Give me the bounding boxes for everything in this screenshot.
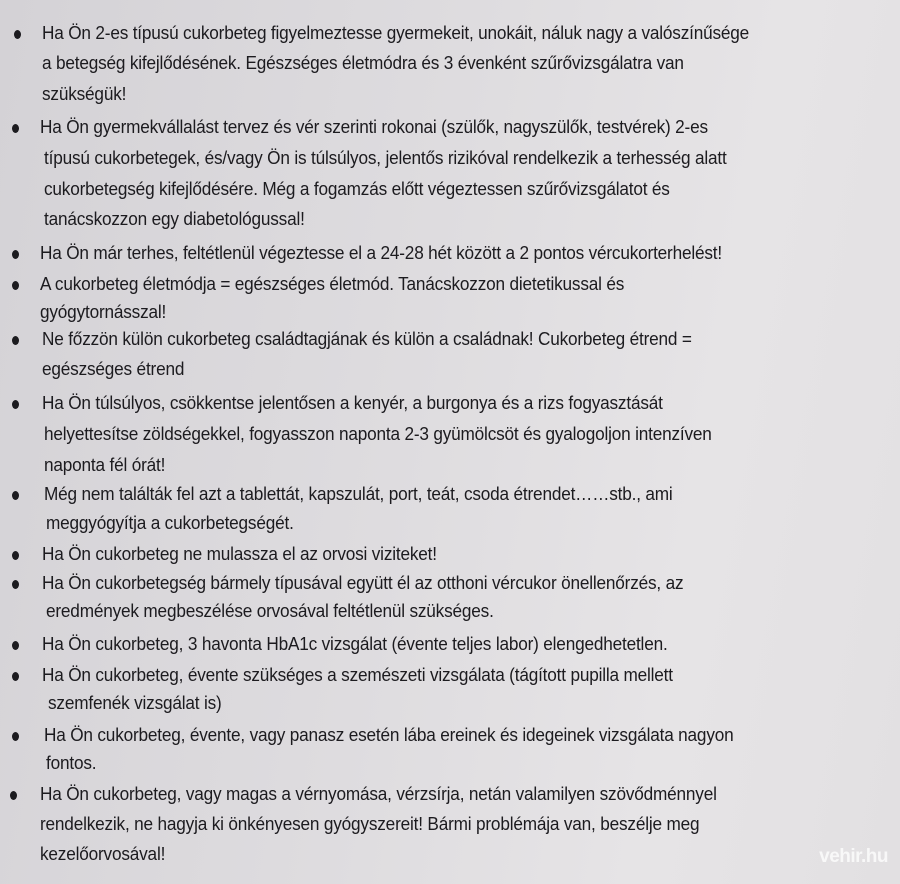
bullet-icon <box>12 641 19 650</box>
list-item-text-line: Ha Ön cukorbeteg, 3 havonta HbA1c vizsgálat (évente teljes labor) elengedhetetlen. <box>42 633 668 654</box>
list-item-text-line: Ha Ön cukorbeteg ne mulassza el az orvosi viziteket! <box>42 543 437 564</box>
list-item-text-line: cukorbetegség kifejlődésére. Még a fogamzás előtt végeztessen szűrővizsgálatot és <box>44 178 670 199</box>
list-item-text-line: fontos. <box>46 752 97 773</box>
list-item-text-line: egészséges étrend <box>42 358 185 379</box>
bullet-icon <box>14 30 21 39</box>
list-item-text-line: a betegség kifejlődésének. Egészséges életmódra és 3 évenként szűrővizsgálatra van <box>42 52 684 73</box>
list-item-text-line: helyettesítse zöldségekkel, fogyasszon naponta 2-3 gyümölcsöt és gyalogoljon intenzíven <box>44 423 712 444</box>
list-item-text-line: eredmények megbeszélése orvosával feltétlenül szükséges. <box>46 600 494 621</box>
list-item-text-line: szükségük! <box>42 83 127 104</box>
bullet-icon <box>10 791 17 800</box>
bullet-icon <box>12 250 19 259</box>
list-item-text-line: gyógytornásszal! <box>40 301 167 322</box>
list-item-text-line: Ha Ön túlsúlyos, csökkentse jelentősen a kenyér, a burgonya és a rizs fogyasztását <box>42 392 663 413</box>
bullet-icon <box>12 400 19 409</box>
list-item-text-line: Még nem találták fel azt a tablettát, kapszulát, port, teát, csoda étrendet……stb., ami <box>44 483 673 504</box>
list-item-text-line: Ha Ön cukorbetegség bármely típusával együtt él az otthoni vércukor önellenőrzés, az <box>42 572 684 593</box>
list-item-text-line: A cukorbeteg életmódja = egészséges életmód. Tanácskozzon dietetikussal és <box>40 273 625 294</box>
list-item-text-line: típusú cukorbetegek, és/vagy Ön is túlsúlyos, jelentős rizikóval rendelkezik a terhesség alatt <box>44 147 727 168</box>
bullet-icon <box>12 336 19 345</box>
list-item-text-line: Ha Ön cukorbeteg, évente szükséges a szemészeti vizsgálata (tágított pupilla mellett <box>42 664 673 685</box>
list-item-text-line: naponta fél órát! <box>44 454 166 475</box>
list-item-text-line: Ha Ön 2-es típusú cukorbeteg figyelmeztesse gyermekeit, unokáit, náluk nagy a valószínűsége <box>42 22 750 43</box>
list-item-text-line: Ha Ön gyermekvállalást tervez és vér szerinti rokonai (szülők, nagyszülők, testvérek) 2-es <box>40 116 708 137</box>
list-item-text-line: tanácskozzon egy diabetológussal! <box>44 208 305 229</box>
list-item-text-line: rendelkezik, ne hagyja ki önkényesen gyógyszereit! Bármi problémája van, beszélje meg <box>40 813 700 834</box>
list-item-text-line: meggyógyítja a cukorbetegségét. <box>46 512 294 533</box>
list-item-text-line: Ha Ön már terhes, feltétlenül végeztesse el a 24-28 hét között a 2 pontos vércukorterhelést! <box>40 242 722 263</box>
bullet-icon <box>12 491 19 500</box>
bullet-icon <box>12 732 19 741</box>
bullet-icon <box>12 580 19 589</box>
bullet-icon <box>12 551 19 560</box>
list-item-text-line: szemfenék vizsgálat is) <box>48 692 222 713</box>
bullet-icon <box>12 281 19 290</box>
list-item-text-line: Ne főzzön külön cukorbeteg családtagjának és külön a családnak! Cukorbeteg étrend = <box>42 328 692 349</box>
list-item-text-line: Ha Ön cukorbeteg, évente, vagy panasz esetén lába ereinek és idegeinek vizsgálata nagyon <box>44 724 734 745</box>
bullet-icon <box>12 124 19 133</box>
list-item-text-line: Ha Ön cukorbeteg, vagy magas a vérnyomása, vérzsírja, netán valamilyen szövődménnyel <box>40 783 717 804</box>
bullet-icon <box>12 672 19 681</box>
watermark-logo: vehir.hu <box>819 846 888 867</box>
list-item-text-line: kezelőorvosával! <box>40 843 166 864</box>
